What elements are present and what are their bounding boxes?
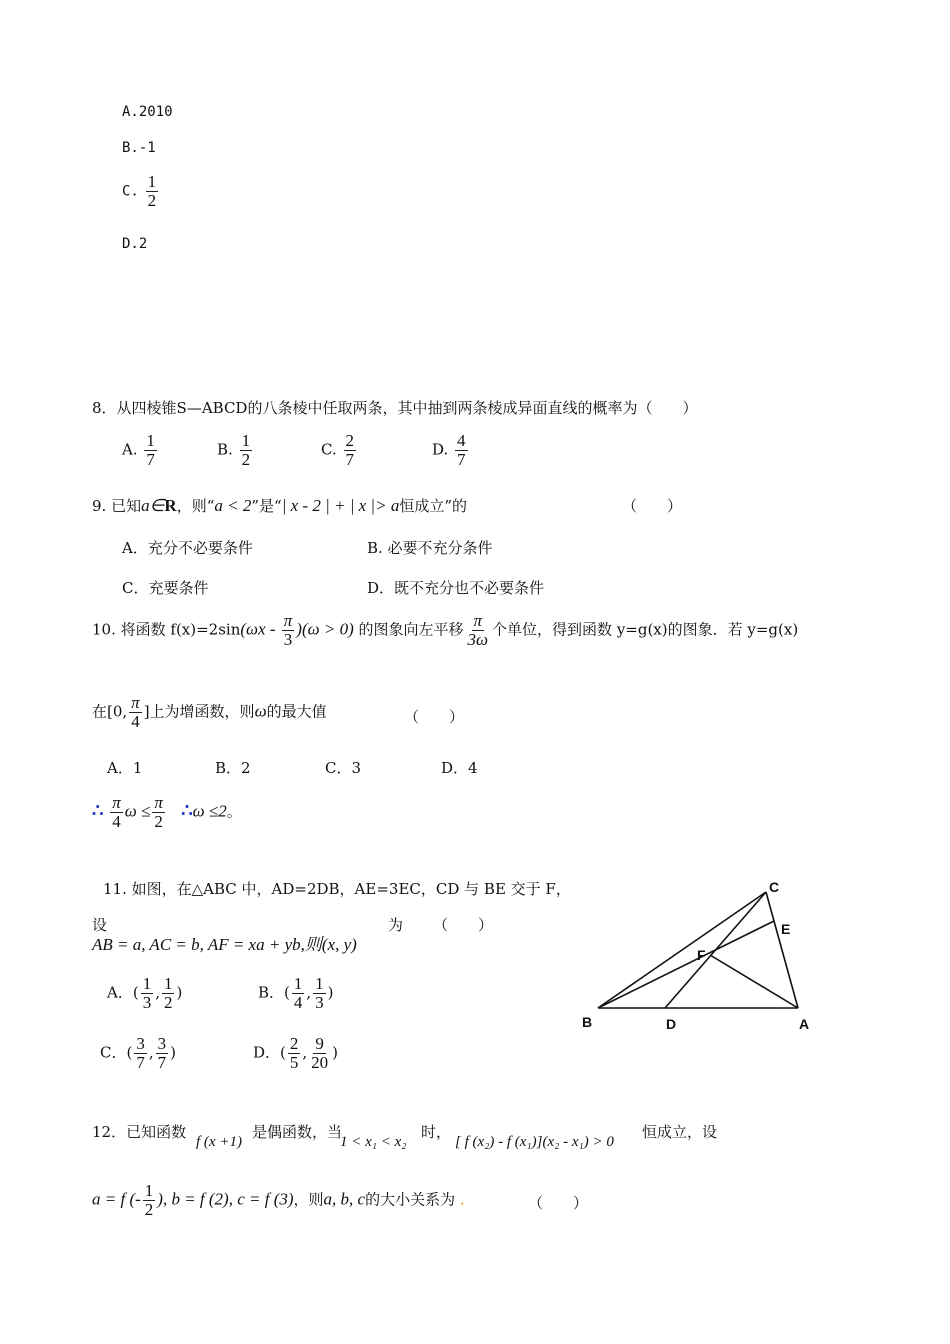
label-e: E — [781, 921, 791, 937]
option-d-prev: D.2 — [122, 236, 148, 252]
fraction: $\frac{1}{2}$ — [144, 1181, 154, 1219]
question-9-stem: 9. 已知a∈R，则“a < 2”是“| x - 2 | + | x |> a恒成立”的 — [92, 496, 467, 515]
q10-option-d: D．4 — [441, 759, 478, 777]
question-12-line2: a = f (- $\frac{1}{2}$ ), b = f (2), c = f (3)，则a, b, c的大小关系为 . — [92, 1181, 465, 1219]
therefore-symbol: ∴ — [181, 800, 193, 822]
q12-text-2: 是偶函数，当 — [252, 1123, 343, 1141]
q12-math-cond: 1 < x₁ < x₂ — [340, 1134, 407, 1150]
label-f: F — [697, 947, 706, 963]
question-10-stem: 10. 将函数 f(x)=2sin(ωx - $\frac{\pi}{3}$ )(ω > 0) 的图象向左平移 $\frac{\pi}{3\omega}$ 个单位，得到函数 y=g(x)的图象．若 y=g(x) — [92, 611, 799, 649]
label-a: A — [799, 1016, 810, 1030]
question-10-line2: 在[0, $\frac{\pi}{4}$ ]上为增函数，则ω的最大值 — [92, 693, 327, 731]
q8-option-c: C. $\frac{2}{7}$ — [321, 431, 354, 469]
segment-be — [598, 921, 774, 1008]
fraction: $\frac{\pi}{4}$ — [112, 793, 121, 831]
q11-option-d: D．( $\frac{2}{5}$ , $\frac{9}{20}$ ) — [253, 1034, 339, 1072]
label-c: C — [769, 880, 780, 895]
q8-option-b: B. $\frac{1}{2}$ — [217, 431, 251, 469]
q10-option-c: C．3 — [325, 759, 362, 777]
q8-option-d: D. $\frac{4}{7}$ — [432, 431, 466, 469]
q9-option-c: C．充要条件 — [122, 579, 209, 597]
label-b: B — [582, 1014, 593, 1030]
side-bc — [598, 892, 766, 1008]
option-b-prev: B.-1 — [122, 140, 156, 156]
question-12-paren: （ ） — [528, 1194, 589, 1212]
question-9-paren: （ ） — [622, 497, 683, 515]
fraction: $\frac{\pi}{2}$ — [154, 793, 163, 831]
q12-text-3: 时， — [421, 1123, 452, 1141]
q11-option-c: C．( $\frac{3}{7}$ , $\frac{3}{7}$ ) — [100, 1034, 176, 1072]
option-label: C. — [122, 183, 139, 200]
fraction: $\frac{\pi}{4}$ — [131, 693, 140, 731]
q12-math-f: f (x +1) — [196, 1134, 242, 1150]
q9-option-a: A．充分不必要条件 — [122, 539, 253, 557]
q12-math-ineq: [ f (x₂) - f (x₁)](x₂ - x₁) > 0 — [455, 1134, 614, 1150]
question-11-stem: 11. 如图，在△ABC 中，AD=2DB，AE=3EC，CD 与 BE 交于 F， — [103, 880, 571, 898]
question-12-stem: 12．已知函数 — [92, 1123, 187, 1141]
question-8-options — [122, 432, 622, 469]
therefore-symbol: ∴ — [92, 800, 104, 822]
triangle-figure — [570, 880, 820, 1030]
fraction: $\frac{1}{2}$ — [147, 172, 157, 210]
q11-option-b: B．( $\frac{1}{4}$ , $\frac{1}{3}$ ) — [258, 974, 334, 1012]
q10-solution-line: ∴ $\frac{\pi}{4}$ ω ≤ $\frac{\pi}{2}$ ∴ω ≤2。 — [92, 793, 242, 831]
q10-option-a: A．1 — [107, 759, 143, 777]
question-8-stem: 8．从四棱锥S—ABCD的八条棱中任取两条，其中抽到两条棱成异面直线的概率为（ ） — [92, 399, 698, 417]
question-11-line2: 设 — [92, 916, 108, 934]
fraction: $\frac{\pi}{3\omega}$ — [467, 611, 489, 649]
q12-text-4: 恒成立，设 — [642, 1123, 718, 1141]
q9-option-b: B. 必要不充分条件 — [367, 539, 493, 557]
side-ac — [766, 892, 798, 1008]
fraction: $\frac{\pi}{3}$ — [283, 611, 293, 649]
q11-option-a: A．( $\frac{1}{3}$ , $\frac{1}{2}$ ) — [107, 974, 183, 1012]
option-c-prev — [122, 173, 160, 210]
option-a-prev: A.2010 — [122, 104, 173, 120]
q10-option-b: B．2 — [215, 759, 251, 777]
q8-option-a: A. $\frac{1}{7}$ — [122, 431, 155, 469]
label-d: D — [666, 1016, 677, 1030]
question-10-paren: （ ） — [404, 708, 465, 726]
question-11-post: 为 — [388, 916, 404, 934]
question-11-paren: （ ） — [433, 916, 494, 934]
question-11-vector-eq: AB = a, AC = b, AF = xa + yb,则(x, y) — [92, 935, 357, 954]
q9-option-d: D．既不充分也不必要条件 — [367, 579, 545, 597]
